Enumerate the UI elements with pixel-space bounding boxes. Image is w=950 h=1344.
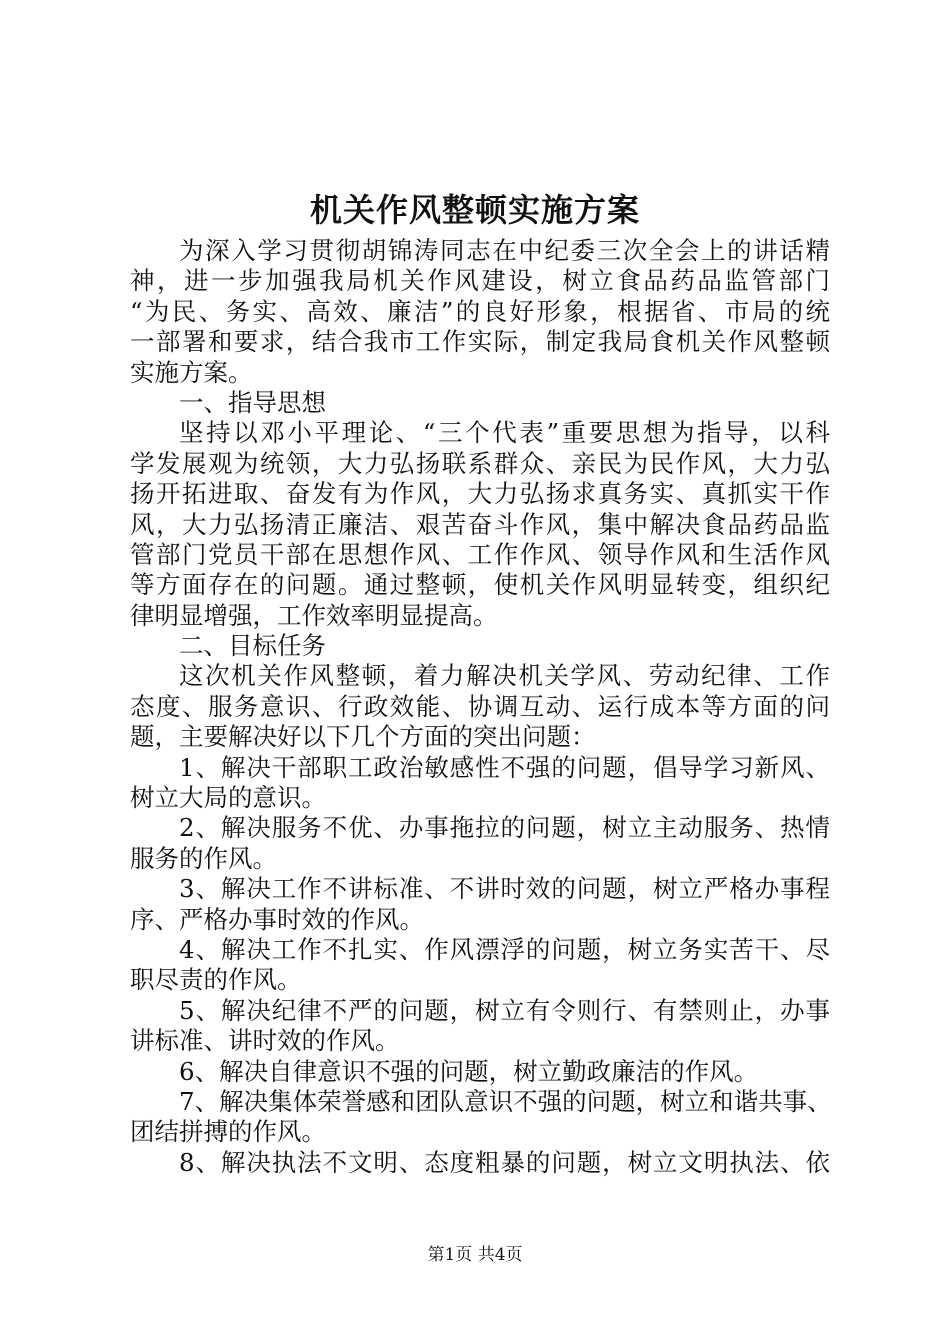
text-line: 等方面存在的问题。通过整顿，使机关作风明显转变，组织纪 xyxy=(130,570,830,600)
text-line: 态度、服务意识、行政效能、协调互动、运行成本等方面的问 xyxy=(130,691,830,721)
list-item-line: 5、解决纪律不严的问题，树立有令则行、有禁则止，办事 xyxy=(179,995,830,1025)
section-heading: 一、指导思想 xyxy=(179,387,326,417)
list-item-line: 4、解决工作不扎实、作风漂浮的问题，树立务实苦干、尽 xyxy=(179,934,830,964)
list-item-line: 3、解决工作不讲标准、不讲时效的问题，树立严格办事程 xyxy=(179,874,830,904)
document-title: 机关作风整顿实施方案 xyxy=(309,191,640,229)
text-line: 扬开拓进取、奋发有为作风，大力弘扬求真务实、真抓实干作 xyxy=(130,479,830,509)
list-item-line: 职尽责的作风。 xyxy=(130,965,302,995)
text-line: 这次机关作风整顿，着力解决机关学风、劳动纪律、工作 xyxy=(179,661,830,691)
list-item-line: 7、解决集体荣誉感和团队意识不强的问题，树立和谐共事、 xyxy=(179,1086,832,1116)
text-line: 管部门党员干部在思想作风、工作作风、领导作风和生活作风 xyxy=(130,539,830,569)
list-item-line: 1、解决干部职工政治敏感性不强的问题，倡导学习新风、 xyxy=(179,752,830,782)
list-item-line: 讲标准、讲时效的作风。 xyxy=(130,1026,400,1056)
text-line: 一部署和要求，结合我市工作实际，制定我局食机关作风整顿 xyxy=(130,327,830,357)
document-body xyxy=(130,236,830,1178)
list-item-line: 序、严格办事时效的作风。 xyxy=(130,904,424,934)
text-line: 题，主要解决好以下几个方面的突出问题： xyxy=(130,722,596,752)
text-line: 风，大力弘扬清正廉洁、艰苦奋斗作风，集中解决食品药品监 xyxy=(130,509,830,539)
list-item-line: 6、解决自律意识不强的问题，树立勤政廉洁的作风。 xyxy=(179,1056,759,1086)
text-line: 坚持以邓小平理论、“三个代表”重要思想为指导，以科 xyxy=(179,418,830,448)
list-item-line: 团结拼搏的作风。 xyxy=(130,1117,326,1147)
text-line: 神，进一步加强我局机关作风建设，树立食品药品监管部门 xyxy=(130,266,830,296)
list-item-line: 2、解决服务不优、办事拖拉的问题，树立主动服务、热情 xyxy=(179,813,830,843)
list-item-line: 8、解决执法不文明、态度粗暴的问题，树立文明执法、依 xyxy=(179,1147,830,1177)
section-heading: 二、目标任务 xyxy=(179,631,326,661)
text-line: 学发展观为统领，大力弘扬联系群众、亲民为民作风，大力弘 xyxy=(130,448,830,478)
page-footer: 第1页 共4页 xyxy=(427,1245,523,1265)
text-line: 律明显增强，工作效率明显提高。 xyxy=(130,600,498,630)
text-line: 实施方案。 xyxy=(130,357,253,387)
list-item-line: 服务的作风。 xyxy=(130,843,277,873)
text-line: “为民、务实、高效、廉洁”的良好形象，根据省、市局的统 xyxy=(130,296,830,326)
text-line: 为深入学习贯彻胡锦涛同志在中纪委三次全会上的讲话精 xyxy=(179,236,830,265)
list-item-line: 树立大局的意识。 xyxy=(130,783,326,813)
